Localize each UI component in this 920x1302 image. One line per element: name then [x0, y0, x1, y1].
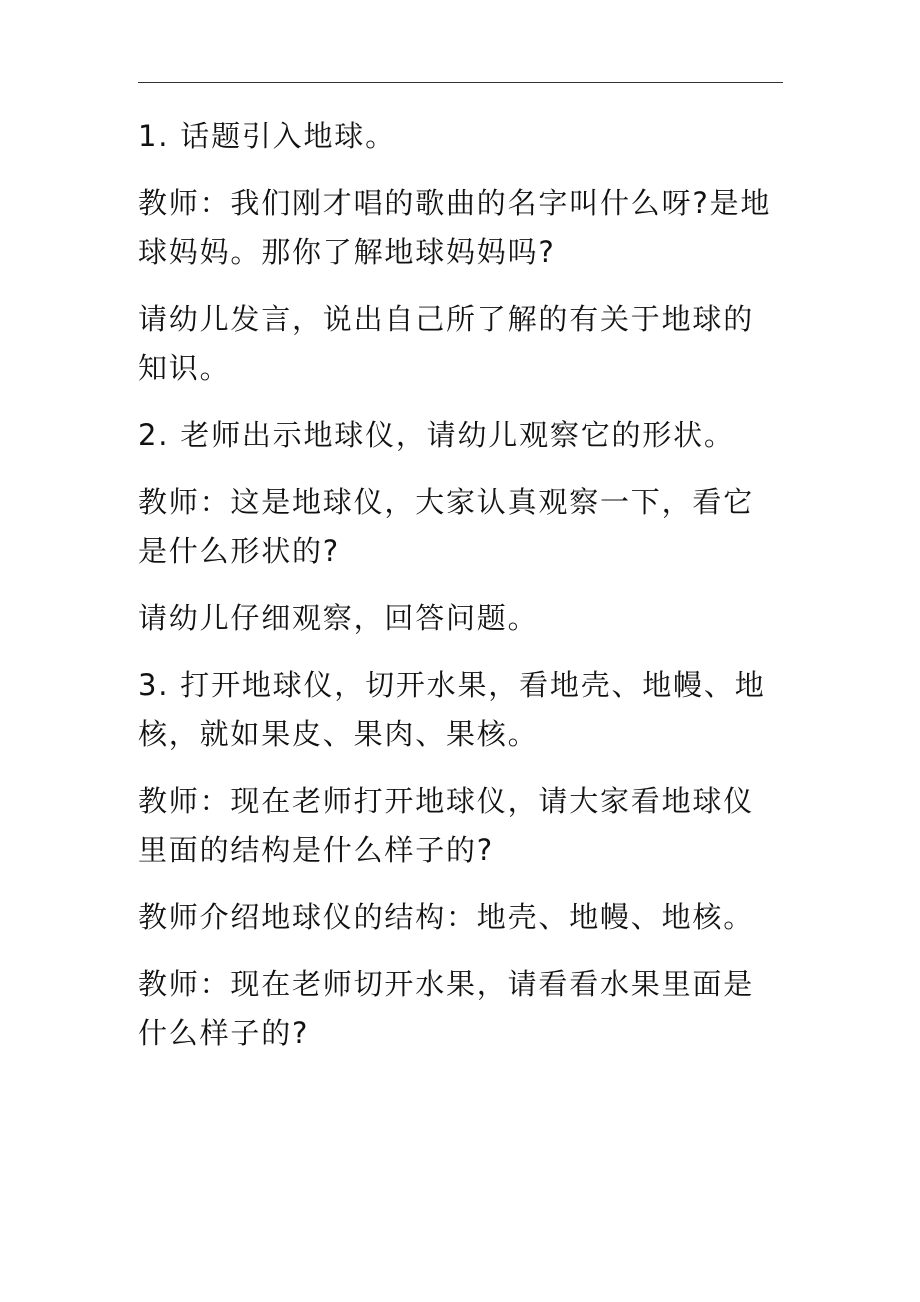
- header-rule: [138, 82, 783, 83]
- paragraph-teacher-question-2: 教师：这是地球仪，大家认真观察一下，看它是什么形状的?: [138, 485, 755, 568]
- paragraph-child-response-2: 请幼儿仔细观察，回答问题。: [138, 601, 539, 635]
- paragraph-teacher-explanation: 教师介绍地球仪的结构：地壳、地幔、地核。: [138, 900, 755, 934]
- paragraph-step-2-heading: 2. 老师出示地球仪，请幼儿观察它的形状。: [138, 418, 735, 452]
- document-body: [138, 112, 784, 1076]
- paragraph-teacher-question-3: 教师：现在老师打开地球仪，请大家看地球仪里面的结构是什么样子的?: [138, 784, 755, 867]
- paragraph-teacher-question-4: 教师：现在老师切开水果，请看看水果里面是什么样子的?: [138, 967, 755, 1050]
- paragraph-step-1-heading: 1. 话题引入地球。: [138, 119, 396, 153]
- paragraph-child-response-1: 请幼儿发言，说出自己所了解的有关于地球的知识。: [138, 302, 755, 385]
- paragraph-teacher-question-1: 教师：我们刚才唱的歌曲的名字叫什么呀?是地球妈妈。那你了解地球妈妈吗?: [138, 186, 772, 269]
- paragraph-step-3-heading: 3. 打开地球仪，切开水果，看地壳、地幔、地核，就如果皮、果肉、果核。: [138, 668, 766, 751]
